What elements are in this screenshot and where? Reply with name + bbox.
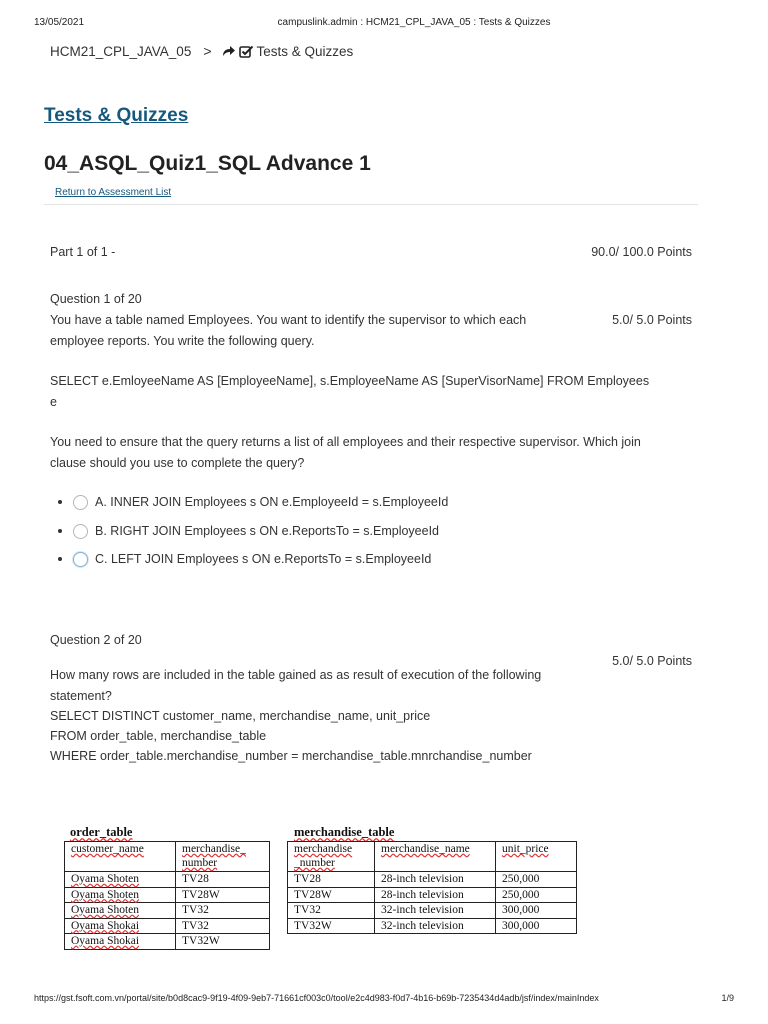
breadcrumb-separator: > xyxy=(203,43,212,59)
print-date: 13/05/2021 xyxy=(34,17,85,28)
option-letter: B. xyxy=(95,524,107,538)
breadcrumb-tool-label: Tests & Quizzes xyxy=(256,43,354,59)
question2-text-line2: statement? xyxy=(50,689,112,703)
part-label: Part 1 of 1 - xyxy=(50,245,116,259)
table-row: Oyama Shoten TV32 xyxy=(65,903,270,919)
print-url: https://gst.fsoft.com.vn/portal/site/b0d8cac9-9f19-4f09-9eb7-71661cf003c0/tool/e2c4d983-f0d7-4b16-b69b-7235434d4adb/jsf/index/mainIndex xyxy=(34,993,599,1003)
question1-option-c[interactable] xyxy=(58,550,431,568)
table-row: TV28 28-inch television 250,000 xyxy=(288,872,577,888)
question2-points: 5.0/ 5.0 Points xyxy=(612,654,692,668)
radio-icon[interactable] xyxy=(73,552,88,567)
merchandise-table-label: merchandise_table xyxy=(294,825,395,839)
table-row: Oyama Shoten TV28 xyxy=(65,872,270,888)
table-header-row xyxy=(65,842,270,872)
radio-icon[interactable] xyxy=(73,524,88,539)
divider xyxy=(44,204,698,205)
print-title: campuslink.admin : HCM21_CPL_JAVA_05 : Tests & Quizzes xyxy=(277,17,551,28)
bullet-icon xyxy=(58,557,62,561)
print-page-number: 1/9 xyxy=(721,993,734,1003)
question1-query-line1: SELECT e.EmloyeeName AS [EmployeeName], s.EmployeeName AS [SuperVisorName] FROM Employees xyxy=(50,374,650,388)
question1-text-line2: employee reports. You write the following query. xyxy=(50,334,315,348)
question1-query-line2: e xyxy=(50,395,57,409)
question1-number: Question 1 of 20 xyxy=(50,292,142,306)
part-points: 90.0/ 100.0 Points xyxy=(591,245,692,259)
question1-prompt-line2: clause should you use to complete the query? xyxy=(50,456,305,470)
tool-title-link[interactable]: Tests & Quizzes xyxy=(44,105,189,126)
question1-option-b[interactable] xyxy=(58,522,439,540)
bullet-icon xyxy=(58,500,62,504)
table-header-cell: merchandise_name xyxy=(375,842,496,872)
table-header-cell: merchandise_ number xyxy=(176,842,270,872)
bullet-icon xyxy=(58,529,62,533)
quiz-title: 04_ASQL_Quiz1_SQL Advance 1 xyxy=(44,152,371,175)
share-arrow-icon xyxy=(222,45,236,57)
question2-sql-line2: FROM order_table, merchandise_table xyxy=(50,729,267,743)
question2-number: Question 2 of 20 xyxy=(50,633,142,647)
breadcrumb xyxy=(50,43,353,59)
table-header-cell: unit_price xyxy=(496,842,577,872)
table-row: TV32W 32-inch television 300,000 xyxy=(288,918,577,934)
option-text: INNER JOIN Employees s ON e.EmployeeId = s.EmployeeId xyxy=(110,495,449,509)
return-to-assessment-list-link[interactable]: Return to Assessment List xyxy=(55,187,172,198)
print-header xyxy=(0,17,768,31)
option-text: RIGHT JOIN Employees s ON e.ReportsTo = s.EmployeeId xyxy=(110,524,440,538)
table-row: Oyama Shokai TV32 xyxy=(65,918,270,934)
table-row: Oyama Shoten TV28W xyxy=(65,887,270,903)
table-row: TV28W 28-inch television 250,000 xyxy=(288,887,577,903)
breadcrumb-site-link[interactable]: HCM21_CPL_JAVA_05 xyxy=(50,43,192,59)
question1-points: 5.0/ 5.0 Points xyxy=(612,313,692,327)
question1-option-a[interactable] xyxy=(58,493,448,511)
table-header-cell: customer_name xyxy=(65,842,176,872)
breadcrumb-tool xyxy=(222,44,354,59)
table-header-cell: merchandise _number xyxy=(288,842,375,872)
option-text: LEFT JOIN Employees s ON e.ReportsTo = s.EmployeeId xyxy=(110,552,432,566)
question1-prompt-line1: You need to ensure that the query returns a list of all employees and their respective supervisor. Which join xyxy=(50,435,641,449)
option-letter: C. xyxy=(95,552,108,566)
question2-sql-line1: SELECT DISTINCT customer_name, merchandise_name, unit_price xyxy=(50,709,431,723)
merchandise-table xyxy=(287,841,577,934)
table-row: TV32 32-inch television 300,000 xyxy=(288,903,577,919)
question1-text-line1: You have a table named Employees. You want to identify the supervisor to which each xyxy=(50,313,527,327)
order-table xyxy=(64,841,270,950)
table-header-row xyxy=(288,842,577,872)
radio-icon[interactable] xyxy=(73,495,88,510)
table-row: Oyama Shokai TV32W xyxy=(65,934,270,950)
check-square-icon xyxy=(239,45,254,58)
option-letter: A. xyxy=(95,495,107,509)
question2-text-line1: How many rows are included in the table gained as as result of execution of the following xyxy=(50,668,542,682)
question2-sql-line3: WHERE order_table.merchandise_number = merchandise_table.mnrchandise_number xyxy=(50,749,532,763)
order-table-label: order_table xyxy=(70,825,133,839)
